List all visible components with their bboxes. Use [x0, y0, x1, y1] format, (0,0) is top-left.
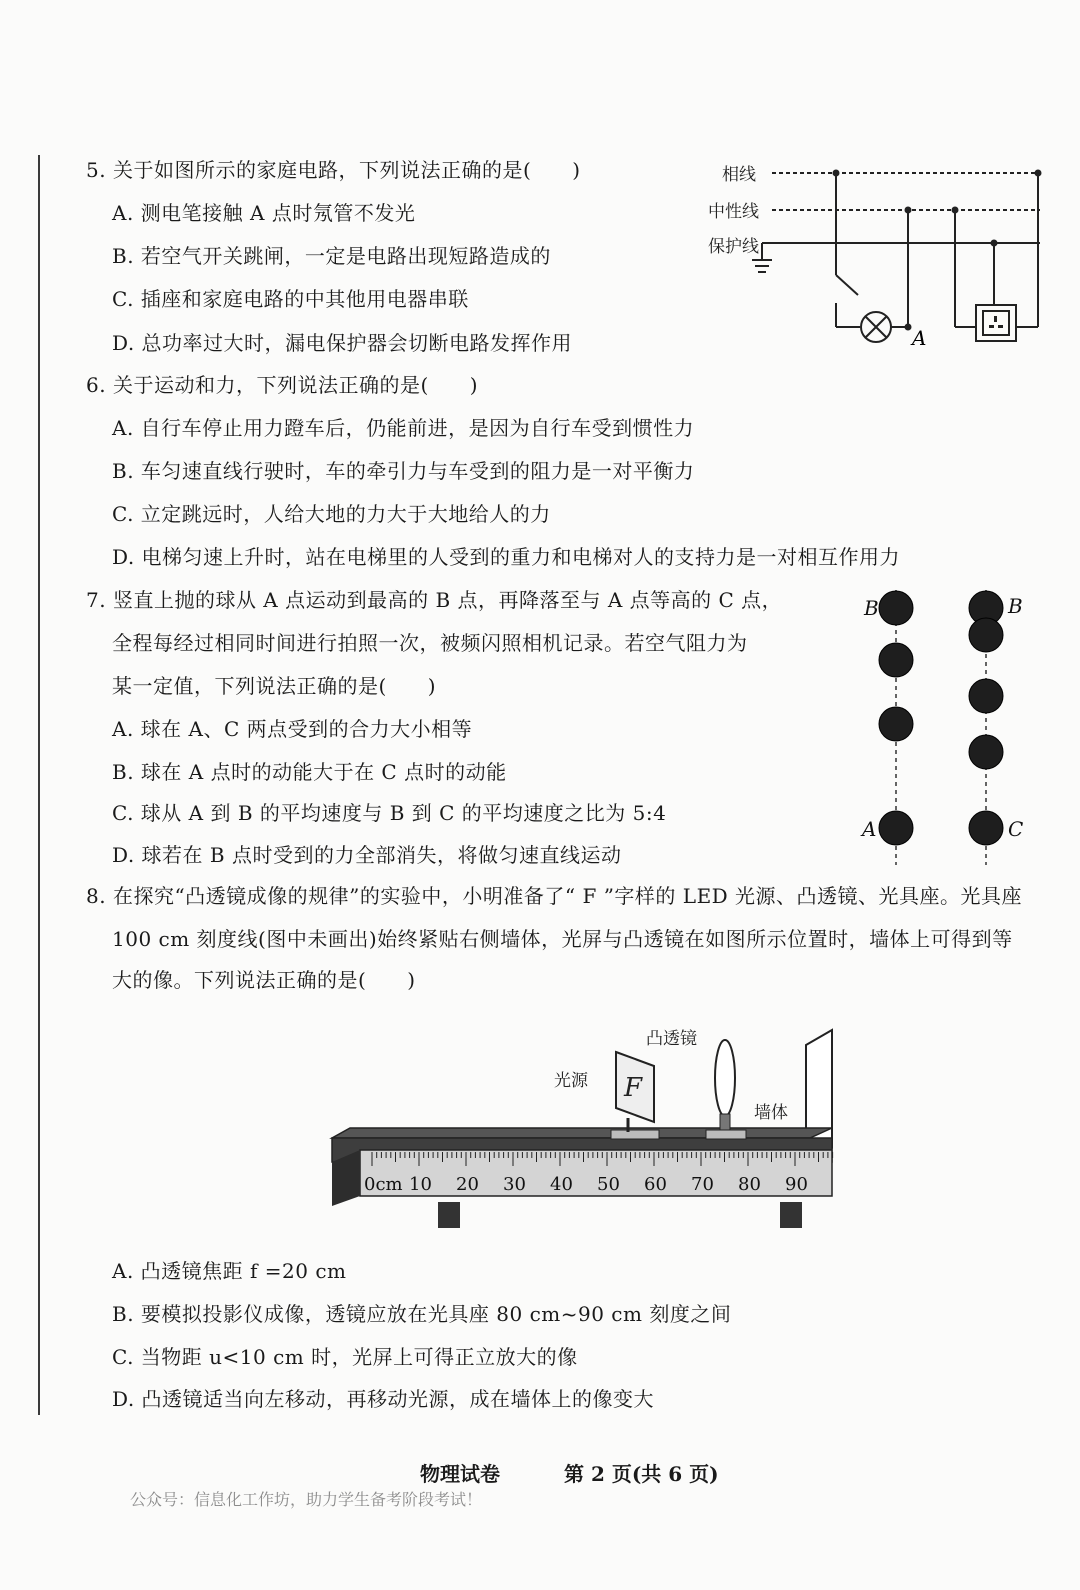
q8-option-a: A. 凸透镜焦距 f =20 cm [112, 1259, 347, 1283]
scale-label: 20 [456, 1174, 479, 1195]
strobe-ball-diagram [850, 580, 1050, 870]
footer-subject: 物理试卷 [420, 1462, 500, 1486]
right-b-label: B [1008, 594, 1023, 618]
point-a-label: A [912, 326, 927, 350]
q7-stem-line-2: 全程每经过相同时间进行拍照一次，被频闪照相机记录。若空气阻力为 [112, 631, 748, 655]
page-footer [420, 1458, 783, 1487]
right-c-label: C [1008, 817, 1024, 841]
source-label: 光源 [554, 1071, 588, 1091]
q8-stem-line-3: 大的像。下列说法正确的是( ) [112, 968, 416, 992]
scale-label: 30 [503, 1174, 526, 1195]
q8-stem-line-2: 100 cm 刻度线(图中未画出)始终紧贴右侧墙体，光屏与凸透镜在如图所示位置时，墙体上可得到等 [112, 927, 1013, 951]
q5-stem: 5. 关于如图所示的家庭电路，下列说法正确的是( ) [86, 158, 581, 182]
q6-option-b: B. 车匀速直线行驶时，车的牵引力与车受到的阻力是一对平衡力 [112, 459, 695, 483]
q6-option-a: A. 自行车停止用力蹬车后，仍能前进，是因为自行车受到惯性力 [112, 416, 695, 440]
watermark-text: 公众号：信息化工作坊，助力学生备考阶段考试！ [130, 1490, 483, 1509]
q7-option-b: B. 球在 A 点时的动能大于在 C 点时的动能 [112, 760, 507, 784]
q5-option-a: A. 测电笔接触 A 点时氖管不发光 [112, 201, 416, 225]
q8-option-c: C. 当物距 u<10 cm 时，光屏上可得正立放大的像 [112, 1345, 578, 1369]
q5-option-b: B. 若空气开关跳闸，一定是电路出现短路造成的 [112, 244, 551, 268]
scale-label: 50 [597, 1174, 620, 1195]
q7-option-c: C. 球从 A 到 B 的平均速度与 B 到 C 的平均速度之比为 5:4 [112, 801, 667, 825]
household-circuit-diagram [700, 155, 1060, 355]
footer-page-number: 第 2 页(共 6 页) [564, 1462, 719, 1486]
q8-stem-line-1: 8. 在探究“凸透镜成像的规律”的实验中，小明准备了“ F ”字样的 LED 光源、凸透镜、光具座。光具座 [86, 884, 1023, 908]
q5-option-d: D. 总功率过大时，漏电保护器会切断电路发挥作用 [112, 331, 573, 355]
left-b-label: B [864, 596, 879, 620]
q7-stem-line-3: 某一定值，下列说法正确的是( ) [112, 674, 437, 698]
scale-label: 0cm [364, 1174, 403, 1195]
left-a-label: A [862, 817, 877, 841]
scale-label: 10 [409, 1174, 432, 1195]
scale-label: 40 [550, 1174, 573, 1195]
live-wire-label: 相线 [722, 165, 756, 185]
optical-bench-diagram [320, 1020, 860, 1235]
binding-margin-line [38, 155, 40, 1415]
wall-label: 墙体 [754, 1103, 788, 1123]
ground-wire-label: 保护线 [708, 237, 759, 257]
neutral-wire-label: 中性线 [708, 202, 759, 222]
q8-option-b: B. 要模拟投影仪成像，透镜应放在光具座 80 cm~90 cm 刻度之间 [112, 1302, 732, 1326]
q7-stem-line-1: 7. 竖直上抛的球从 A 点运动到最高的 B 点，再降落至与 A 点等高的 C 点， [86, 588, 783, 612]
q6-stem: 6. 关于运动和力，下列说法正确的是( ) [86, 373, 479, 397]
scale-label: 90 [785, 1174, 808, 1195]
q6-option-d: D. 电梯匀速上升时，站在电梯里的人受到的重力和电梯对人的支持力是一对相互作用力 [112, 545, 901, 569]
scale-label: 60 [644, 1174, 667, 1195]
q5-option-c: C. 插座和家庭电路的中其他用电器串联 [112, 287, 469, 311]
lens-label: 凸透镜 [646, 1029, 697, 1049]
q7-option-a: A. 球在 A、C 两点受到的合力大小相等 [112, 717, 473, 741]
source-f-letter: F [624, 1073, 643, 1103]
q7-option-d: D. 球若在 B 点时受到的力全部消失，将做匀速直线运动 [112, 843, 622, 867]
scale-label: 70 [691, 1174, 714, 1195]
scale-label: 80 [738, 1174, 761, 1195]
q8-option-d: D. 凸透镜适当向左移动，再移动光源，成在墙体上的像变大 [112, 1387, 655, 1411]
q6-option-c: C. 立定跳远时，人给大地的力大于大地给人的力 [112, 502, 551, 526]
